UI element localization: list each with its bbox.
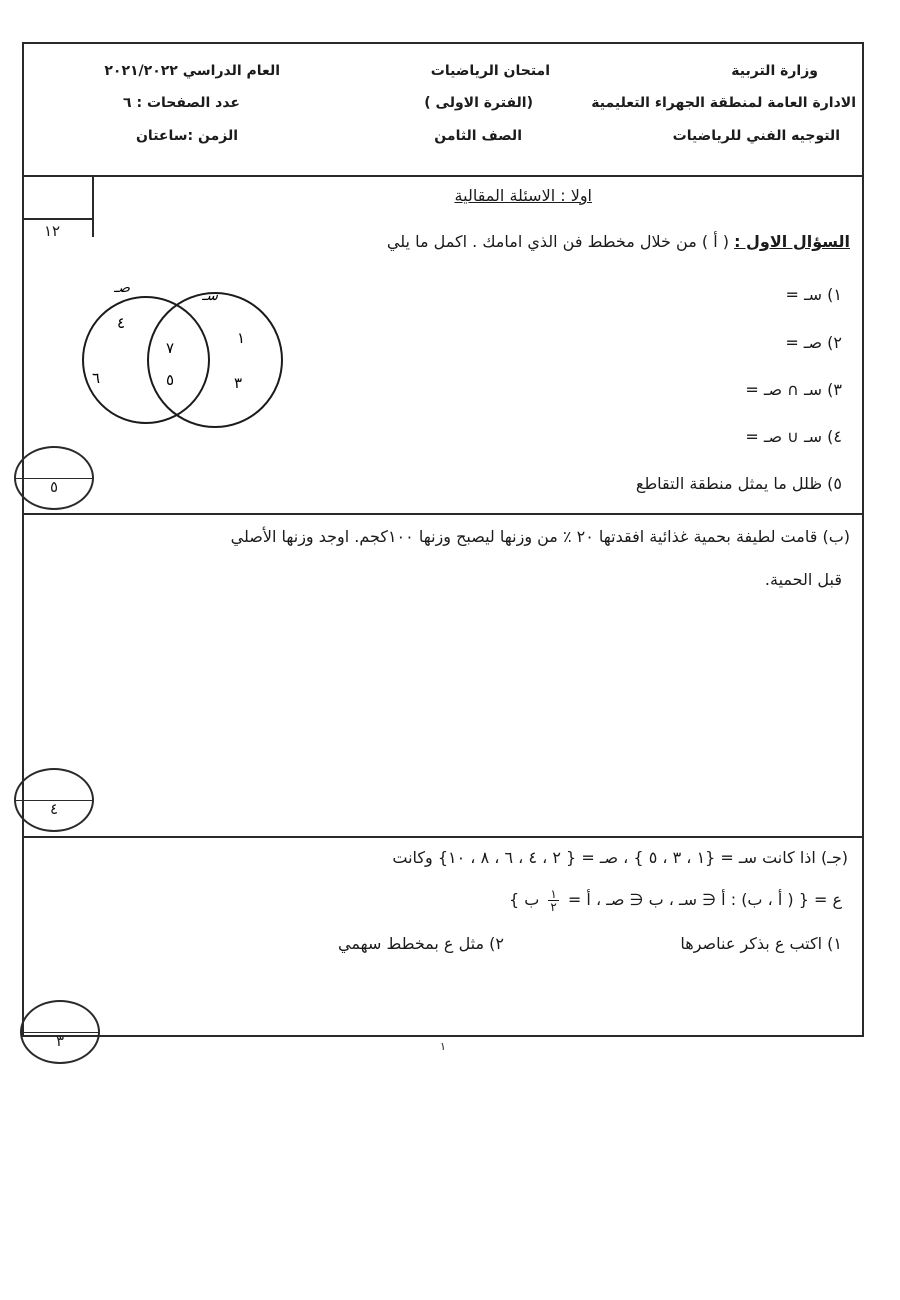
venn-label-y: صـ (114, 280, 130, 296)
part-c-relation (509, 888, 842, 913)
header-time: الزمن :ساعتان (135, 128, 238, 144)
venn-both-2: ٥ (165, 371, 174, 389)
part-c-relation-start: ع = { ( أ ، ب) : أ ∈ سـ ، ب ∈ صـ ، أ = (567, 890, 842, 909)
q1-item-3: ٣) سـ ∩ صـ = (745, 380, 842, 399)
venn-diagram (70, 278, 290, 438)
header-period: (الفترة الاولى ) (424, 95, 533, 111)
part-c-mark-circle (20, 1000, 100, 1064)
header-directorate: الادارة العامة لمنطقة الجهراء التعليمية (591, 95, 856, 111)
q1-item-1: ١) سـ = (785, 285, 842, 304)
header-exam-title: امتحان الرياضيات (430, 63, 550, 79)
venn-only-y-1: ٤ (116, 314, 125, 332)
fraction-denominator: ٢ (550, 900, 557, 914)
q1-item-4: ٤) سـ ∪ صـ = (745, 427, 842, 446)
part-b-line-1: (ب) قامت لطيفة بحمية غذائية افقدتها ٢٠ ٪ من وزنها ليصبح وزنها ١٠٠كجم. اوجد وزنها الأصلي (230, 527, 850, 546)
part-c-line-1: (جـ) اذا كانت سـ = {١ ، ٣ ، ٥ } ، صـ = { ٢ ، ٤ ، ٦ ، ٨ ، ١٠} وكانت (392, 848, 848, 867)
part-c-task-1: ١) اكتب ع بذكر عناصرها (680, 934, 842, 953)
part-a-divider (22, 513, 864, 515)
mark-box-divider (92, 175, 94, 237)
q1-item-5: ٥) ظلل ما يمثل منطقة التقاطع (635, 474, 842, 493)
header-supervision: التوجيه الفني للرياضيات (672, 128, 840, 144)
part-c-relation-end: ب } (508, 890, 540, 909)
header-grade: الصف الثامن (434, 128, 522, 144)
part-b-line-2: قبل الحمية. (764, 570, 842, 589)
q1-total-mark: ١٢ (44, 222, 61, 240)
q1-item-2: ٢) صـ = (785, 333, 842, 352)
venn-only-x-1: ١ (236, 329, 245, 347)
venn-both-1: ٧ (165, 339, 174, 357)
header-ministry: وزارة التربية (731, 63, 818, 79)
section-title: اولا : الاسئلة المقالية (454, 186, 592, 205)
header-divider (22, 175, 864, 177)
part-a-mark-circle (14, 446, 94, 510)
header-pages: عدد الصفحات : ٦ (123, 95, 240, 111)
part-b-divider (22, 836, 864, 838)
fraction-numerator: ١ (550, 887, 557, 901)
venn-label-x: سـ (202, 288, 218, 304)
venn-circle-y (83, 297, 209, 423)
venn-only-x-2: ٣ (233, 374, 242, 392)
part-b-mark-circle (14, 768, 94, 832)
q1-line (387, 232, 850, 251)
part-a-mark: ٥ (49, 478, 59, 496)
fraction-one-half (548, 888, 558, 913)
page-number: ١ (440, 1040, 446, 1053)
q1-intro: ( أ ) من خلال مخطط فن الذي امامك . اكمل ما يلي (386, 232, 729, 251)
header-school-year: العام الدراسي ٢٠٢١/٢٠٢٢ (104, 63, 280, 79)
part-b-mark: ٤ (49, 800, 59, 818)
part-c-mark: ٣ (55, 1032, 65, 1050)
mark-box-line (22, 218, 92, 220)
venn-only-y-2: ٦ (91, 369, 100, 387)
q1-label: السؤال الاول : (734, 232, 850, 251)
venn-circle-x (148, 293, 282, 427)
part-c-task-2: ٢) مثل ع بمخطط سهمي (338, 934, 504, 953)
